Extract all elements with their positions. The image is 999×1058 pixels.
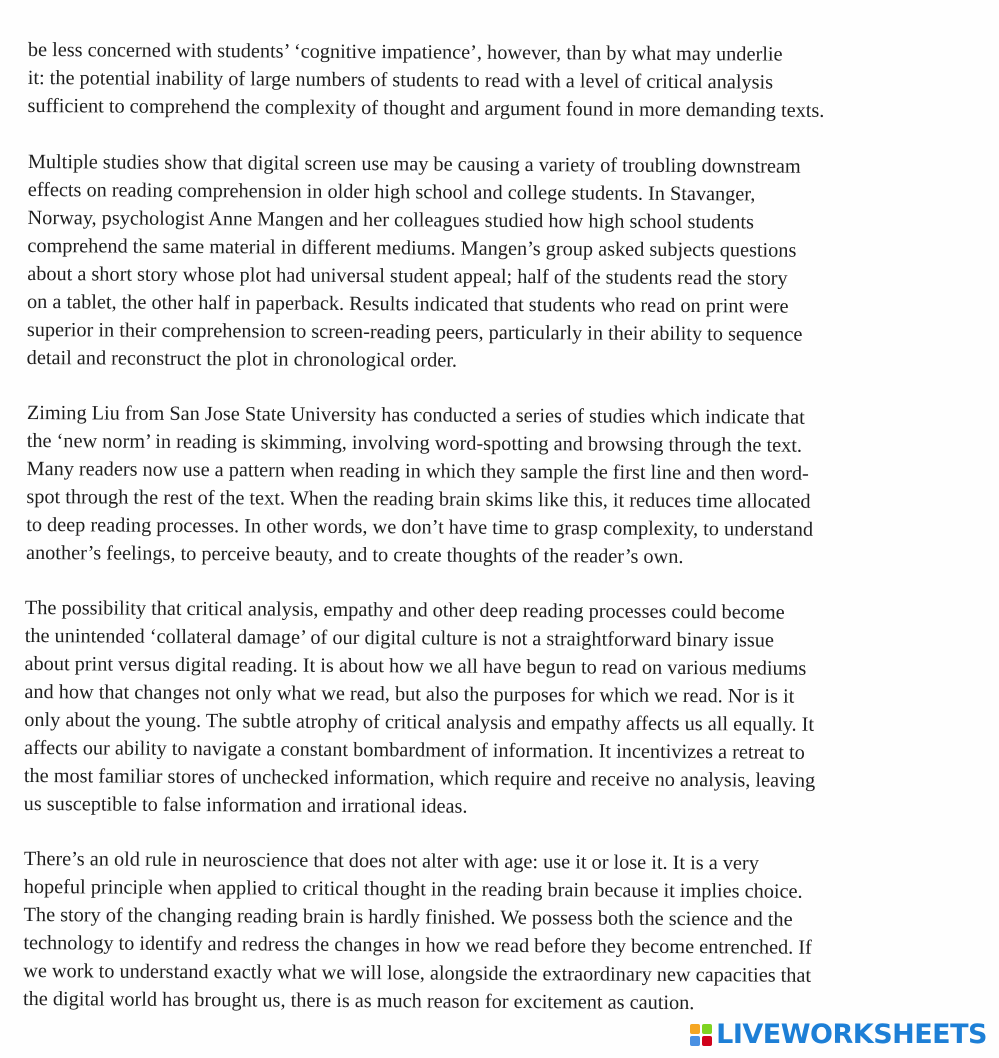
text-line: the most familiar stores of unchecked information, which require and receive no analysis, leaving [23,764,816,792]
paragraph-1 [27,36,967,126]
text-line: Many readers now use a pattern when reading in which they sample the first line and then word- [26,457,809,485]
text-line: another’s feelings, to perceive beauty, and to create thoughts of the reader’s own. [25,541,684,569]
text-line: Multiple studies show that digital screen use may be causing a variety of troubling downstream [27,150,801,178]
text-line: effects on reading comprehension in older high school and college students. In Stavanger, [27,178,756,206]
text-line: spot through the rest of the text. When the reading brain skims like this, it reduces time allocated [26,485,811,513]
logo-text: LIVEWORKSHEETS [716,1019,987,1050]
paragraph-5 [23,845,964,1019]
text-line: to deep reading processes. In other words, we don’t have time to grasp complexity, to understand [26,513,814,541]
text-line: There’s an old rule in neuroscience that does not alter with age: use it or lose it. It is a very [23,847,759,875]
liveworksheets-logo[interactable] [690,1020,987,1050]
text-line: be less concerned with students’ ‘cognitive impatience’, however, than by what may underlie [27,38,783,66]
text-line: us susceptible to false information and irrational ideas. [23,792,468,818]
text-line: the ‘new norm’ in reading is skimming, involving word-spotting and browsing through the text. [26,429,803,457]
text-line: only about the young. The subtle atrophy of critical analysis and empathy affects us all equally. It [24,708,815,736]
text-line: technology to identify and redress the changes in how we read before they become entrenched. If [23,931,812,959]
text-line: sufficient to comprehend the complexity of thought and argument found in more demanding texts. [27,94,825,122]
paragraph-4 [24,594,965,824]
text-line: The possibility that critical analysis, empathy and other deep reading processes could become [24,596,785,624]
text-line: comprehend the same material in different mediums. Mangen’s group asked subjects questions [27,234,797,262]
text-line: on a tablet, the other half in paperback. Results indicated that students who read on print were [26,290,789,318]
paragraph-2 [27,148,968,378]
text-line: about print versus digital reading. It is about how we all have begun to read on various mediums [24,652,807,680]
liveworksheets-logo-icon [690,1024,712,1046]
text-line: superior in their comprehension to screen-reading peers, particularly in their ability to sequence [26,318,803,346]
text-line: it: the potential inability of large numbers of students to read with a level of critical analysis [27,66,774,94]
text-line: Ziming Liu from San Jose State University has conducted a series of studies which indicate that [26,401,805,429]
text-line: Norway, psychologist Anne Mangen and her colleagues studied how high school students [27,206,755,234]
text-line: and how that changes not only what we read, but also the purposes for which we read. Nor is it [24,680,795,708]
paragraph-3 [26,399,967,573]
text-line: The story of the changing reading brain is hardly finished. We possess both the science and the [23,903,793,931]
text-line: we work to understand exactly what we will lose, alongside the extraordinary new capacities that [23,959,812,987]
text-line: the digital world has brought us, there is as much reason for excitement as caution. [22,987,695,1015]
text-line: the unintended ‘collateral damage’ of our digital culture is not a straightforward binary issue [24,624,775,652]
text-line: hopeful principle when applied to critical thought in the reading brain because it implies choice. [23,875,803,903]
text-line: about a short story whose plot had universal student appeal; half of the students read the story [27,262,788,290]
text-line: detail and reconstruct the plot in chronological order. [26,346,458,372]
text-line: affects our ability to navigate a constant bombardment of information. It incentivizes a retreat to [23,736,805,764]
